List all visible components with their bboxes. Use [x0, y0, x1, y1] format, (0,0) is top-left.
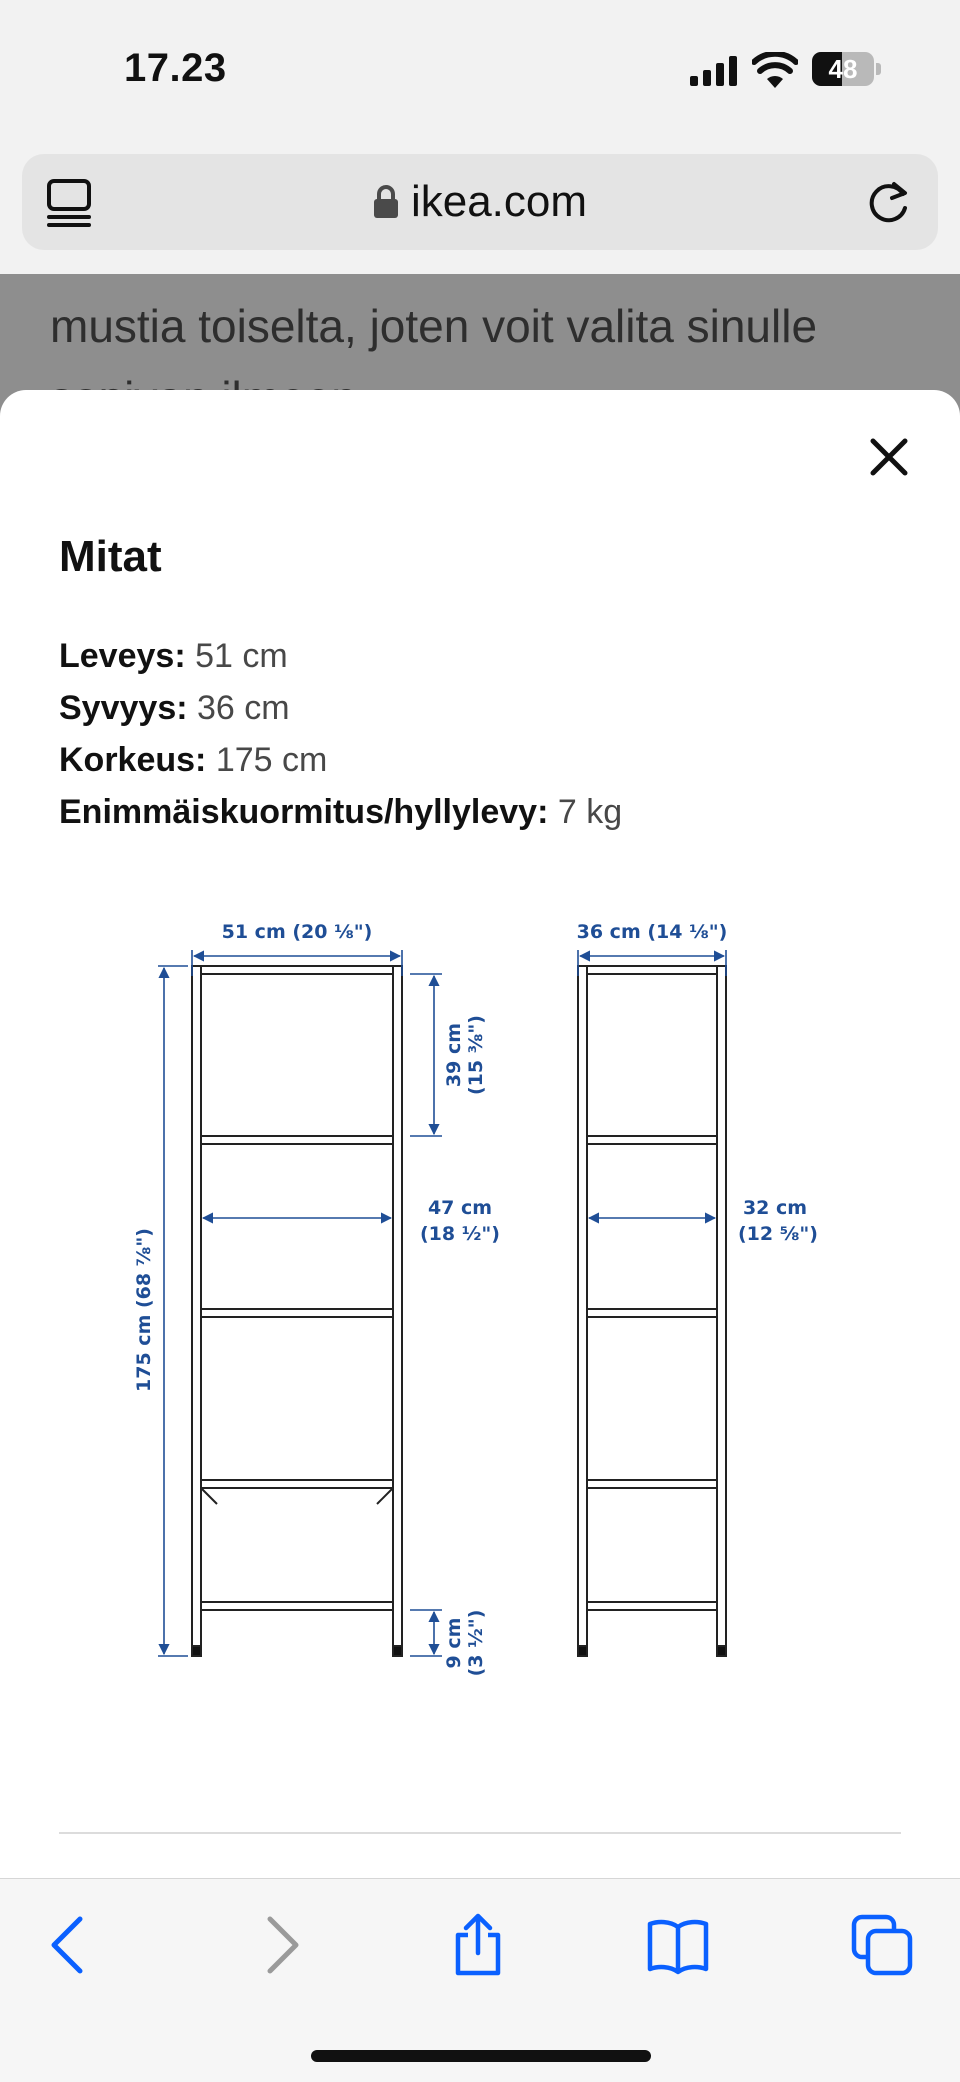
label-side-depth: 36 cm (14 ⅛") — [576, 921, 728, 943]
forward-icon[interactable] — [246, 1913, 310, 1977]
dimension-height: Korkeus: 175 cm — [59, 741, 328, 779]
home-indicator[interactable] — [311, 2050, 651, 2062]
lock-icon — [373, 185, 399, 219]
status-time: 17.23 — [124, 46, 227, 90]
label-inner-width-cm: 47 cm — [427, 1197, 493, 1219]
wifi-icon — [752, 52, 798, 88]
dimensions-sheet — [0, 390, 960, 1890]
address-bar[interactable] — [22, 154, 938, 250]
address-host[interactable] — [22, 154, 938, 250]
host-text: ikea.com — [410, 177, 588, 226]
battery-percent: 48 — [828, 54, 858, 84]
share-icon[interactable] — [446, 1913, 510, 1977]
side-view — [578, 966, 726, 1656]
close-icon[interactable] — [868, 436, 910, 478]
battery-icon — [812, 52, 882, 86]
label-top-gap-in: (15 ⅜") — [465, 1015, 487, 1095]
dimension-list — [59, 630, 622, 838]
label-inner-width-in: (18 ½") — [420, 1223, 500, 1245]
label-floor-gap-cm: 9 cm — [443, 1617, 465, 1669]
dimension-depth: Syvyys: 36 cm — [59, 689, 290, 727]
label-height: 175 cm (68 ⅞") — [133, 1228, 155, 1392]
back-icon[interactable] — [40, 1913, 104, 1977]
label-inner-depth-cm: 32 cm — [742, 1197, 808, 1219]
cellular-signal-icon — [690, 56, 738, 86]
reload-icon[interactable] — [864, 176, 914, 228]
label-front-width: 51 cm (20 ⅛") — [221, 921, 373, 943]
label-floor-gap-in: (3 ½") — [465, 1609, 487, 1677]
tabs-icon[interactable] — [850, 1913, 914, 1977]
bookmarks-icon[interactable] — [646, 1913, 710, 1977]
status-bar — [0, 0, 960, 140]
label-top-gap-cm: 39 cm — [443, 1022, 465, 1088]
dimension-drawing — [120, 890, 920, 1770]
front-view — [192, 966, 402, 1656]
section-divider — [59, 1832, 901, 1834]
background-text: mustia toiselta, joten voit valita sinulle — [50, 300, 818, 352]
sheet-title: Mitat — [59, 532, 162, 581]
dimension-max-load: Enimmäiskuormitus/hyllylevy: 7 kg — [59, 793, 623, 831]
dimension-width: Leveys: 51 cm — [59, 637, 288, 675]
label-inner-depth-in: (12 ⅝") — [738, 1223, 818, 1245]
